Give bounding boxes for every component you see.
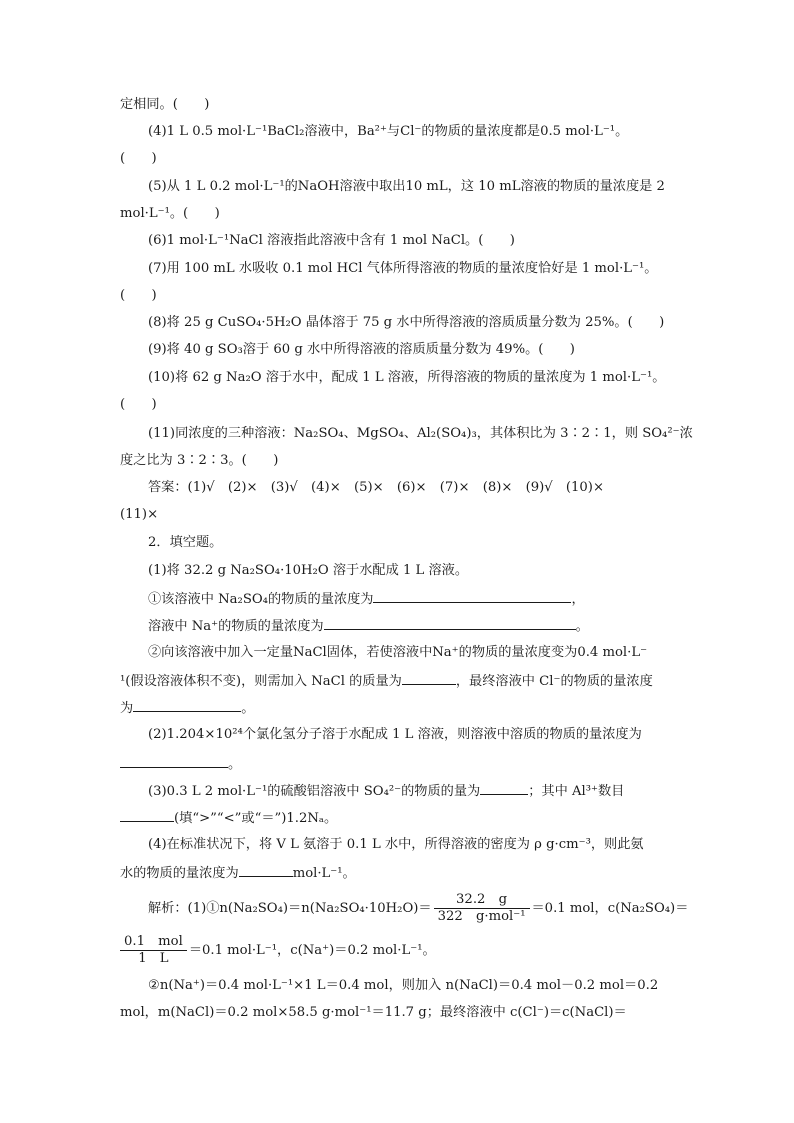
answer-blank[interactable] (120, 753, 228, 768)
question-6: (6)1 mol·L⁻¹NaCl 溶液指此溶液中含有 1 mol NaCl。( ) (148, 233, 515, 248)
text-line: mol·L⁻¹。( ) (120, 206, 220, 221)
text-line (120, 807, 337, 829)
answer-blank[interactable] (239, 862, 293, 877)
punct: 。 (241, 701, 255, 716)
answer-bracket: ( ) (120, 151, 157, 166)
fill-question-3 (148, 780, 624, 802)
text-line (120, 753, 241, 775)
fraction-denominator: 1 L (138, 951, 169, 966)
prompt-text: (填“>”“<”或“＝”)1.2Nₐ。 (174, 811, 338, 826)
text-line (148, 615, 589, 637)
answer-key-cont: (11)× (120, 507, 159, 522)
fraction-numerator: 0.1 mol (120, 934, 187, 951)
unit-text: mol·L⁻¹。 (292, 866, 356, 881)
solution-text: 解析：(1)①n(Na₂SO₄)＝n(Na₂SO₄·10H₂O)＝ (148, 901, 432, 916)
prompt-text: ¹(假设溶液体积不变)，则需加入 NaCl 的质量为 (120, 674, 402, 689)
punct: 。 (575, 619, 589, 634)
fill-question-4: (4)在标准状况下，将 V L 氨溶于 0.1 L 水中，所得溶液的密度为 ρ g·cm⁻³，则此氨 (148, 837, 644, 852)
fill-question-2: (2)1.204×10²⁴个氯化氢分子溶于水配成 1 L 溶液，则溶液中溶质的物质的量浓度为 (148, 727, 642, 742)
answer-blank[interactable] (133, 697, 241, 712)
text-line (120, 697, 254, 719)
punct: ， (571, 592, 585, 607)
question-9: (9)将 40 g SO₃溶于 60 g 水中所得溶液的溶质质量分数为 49%。( ) (148, 342, 575, 357)
prompt-text: 为 (120, 701, 134, 716)
question-10: (10)将 62 g Na₂O 溶于水中，配成 1 L 溶液，所得溶液的物质的量浓度为 1 mol·L⁻¹。 (148, 370, 666, 385)
prompt-text: 溶液中 Na⁺的物质的量浓度为 (148, 619, 324, 634)
question-11: (11)同浓度的三种溶液：Na₂SO₄、MgSO₄、Al₂(SO₄)₃，其体积比为 3∶2∶1，则 SO₄²⁻浓 (148, 426, 693, 441)
fill-question-1: (1)将 32.2 g Na₂SO₄·10H₂O 溶于水配成 1 L 溶液。 (148, 563, 469, 578)
solution-text: ＝0.1 mol·L⁻¹，c(Na⁺)＝0.2 mol·L⁻¹。 (188, 943, 436, 958)
text-line (148, 588, 585, 610)
text-line: 定相同。( ) (120, 97, 210, 112)
solution-line (148, 892, 688, 925)
answer-blank[interactable] (373, 588, 571, 603)
prompt-text: ①该溶液中 Na₂SO₄的物质的量浓度为 (148, 592, 374, 607)
answer-bracket: ( ) (120, 397, 157, 412)
question-8: (8)将 25 g CuSO₄·5H₂O 晶体溶于 75 g 水中所得溶液的溶质质量分数为 25%。( ) (148, 315, 665, 330)
text-line: ②向该溶液中加入一定量NaCl固体，若使溶液中Na⁺的物质的量浓度变为0.4 mol·L⁻ (148, 645, 648, 660)
question-5: (5)从 1 L 0.2 mol·L⁻¹的NaOH溶液中取出10 mL，这 10 mL溶液的物质的量浓度是 2 (148, 179, 665, 194)
solution-line: mol，m(NaCl)＝0.2 mol×58.5 g·mol⁻¹＝11.7 g；最终溶液中 c(Cl⁻)＝c(NaCl)＝ (120, 1005, 627, 1020)
punct: 。 (228, 757, 242, 772)
answer-blank[interactable] (480, 780, 528, 795)
solution-text: ＝0.1 mol，c(Na₂SO₄)＝ (531, 901, 689, 916)
answer-blank[interactable] (324, 615, 576, 630)
text-line (120, 670, 653, 692)
solution-line: ②n(Na⁺)＝0.4 mol·L⁻¹×1 L＝0.4 mol，则加入 n(NaCl)＝0.4 mol－0.2 mol＝0.2 (148, 978, 659, 993)
question-4: (4)1 L 0.5 mol·L⁻¹BaCl₂溶液中，Ba²⁺与Cl⁻的物质的量浓度都是0.5 mol·L⁻¹。 (148, 124, 629, 139)
fraction-denominator: 322 g·mol⁻¹ (437, 909, 526, 924)
text-line (120, 862, 356, 884)
solution-line (120, 934, 436, 967)
answer-blank[interactable] (402, 670, 456, 685)
prompt-text: ；其中 Al³⁺数目 (528, 784, 625, 799)
text-line: 度之比为 3∶2∶3。( ) (120, 453, 279, 468)
fraction (120, 934, 187, 967)
prompt-text: 水的物质的量浓度为 (120, 866, 239, 881)
prompt-text: (3)0.3 L 2 mol·L⁻¹的硫酸铝溶液中 SO₄²⁻的物质的量为 (148, 784, 481, 799)
question-7: (7)用 100 mL 水吸收 0.1 mol HCl 气体所得溶液的物质的量浓度恰好是 1 mol·L⁻¹。 (148, 261, 658, 276)
fraction (434, 892, 530, 925)
answer-key: 答案：(1)√ (2)× (3)√ (4)× (5)× (6)× (7)× (8)× (9)√ (10)× (148, 480, 604, 495)
section-heading: 2．填空题。 (148, 535, 223, 550)
fraction-numerator: 32.2 g (434, 892, 530, 909)
prompt-text: ，最终溶液中 Cl⁻的物质的量浓度 (455, 674, 653, 689)
answer-bracket: ( ) (120, 288, 157, 303)
answer-blank[interactable] (120, 807, 174, 822)
